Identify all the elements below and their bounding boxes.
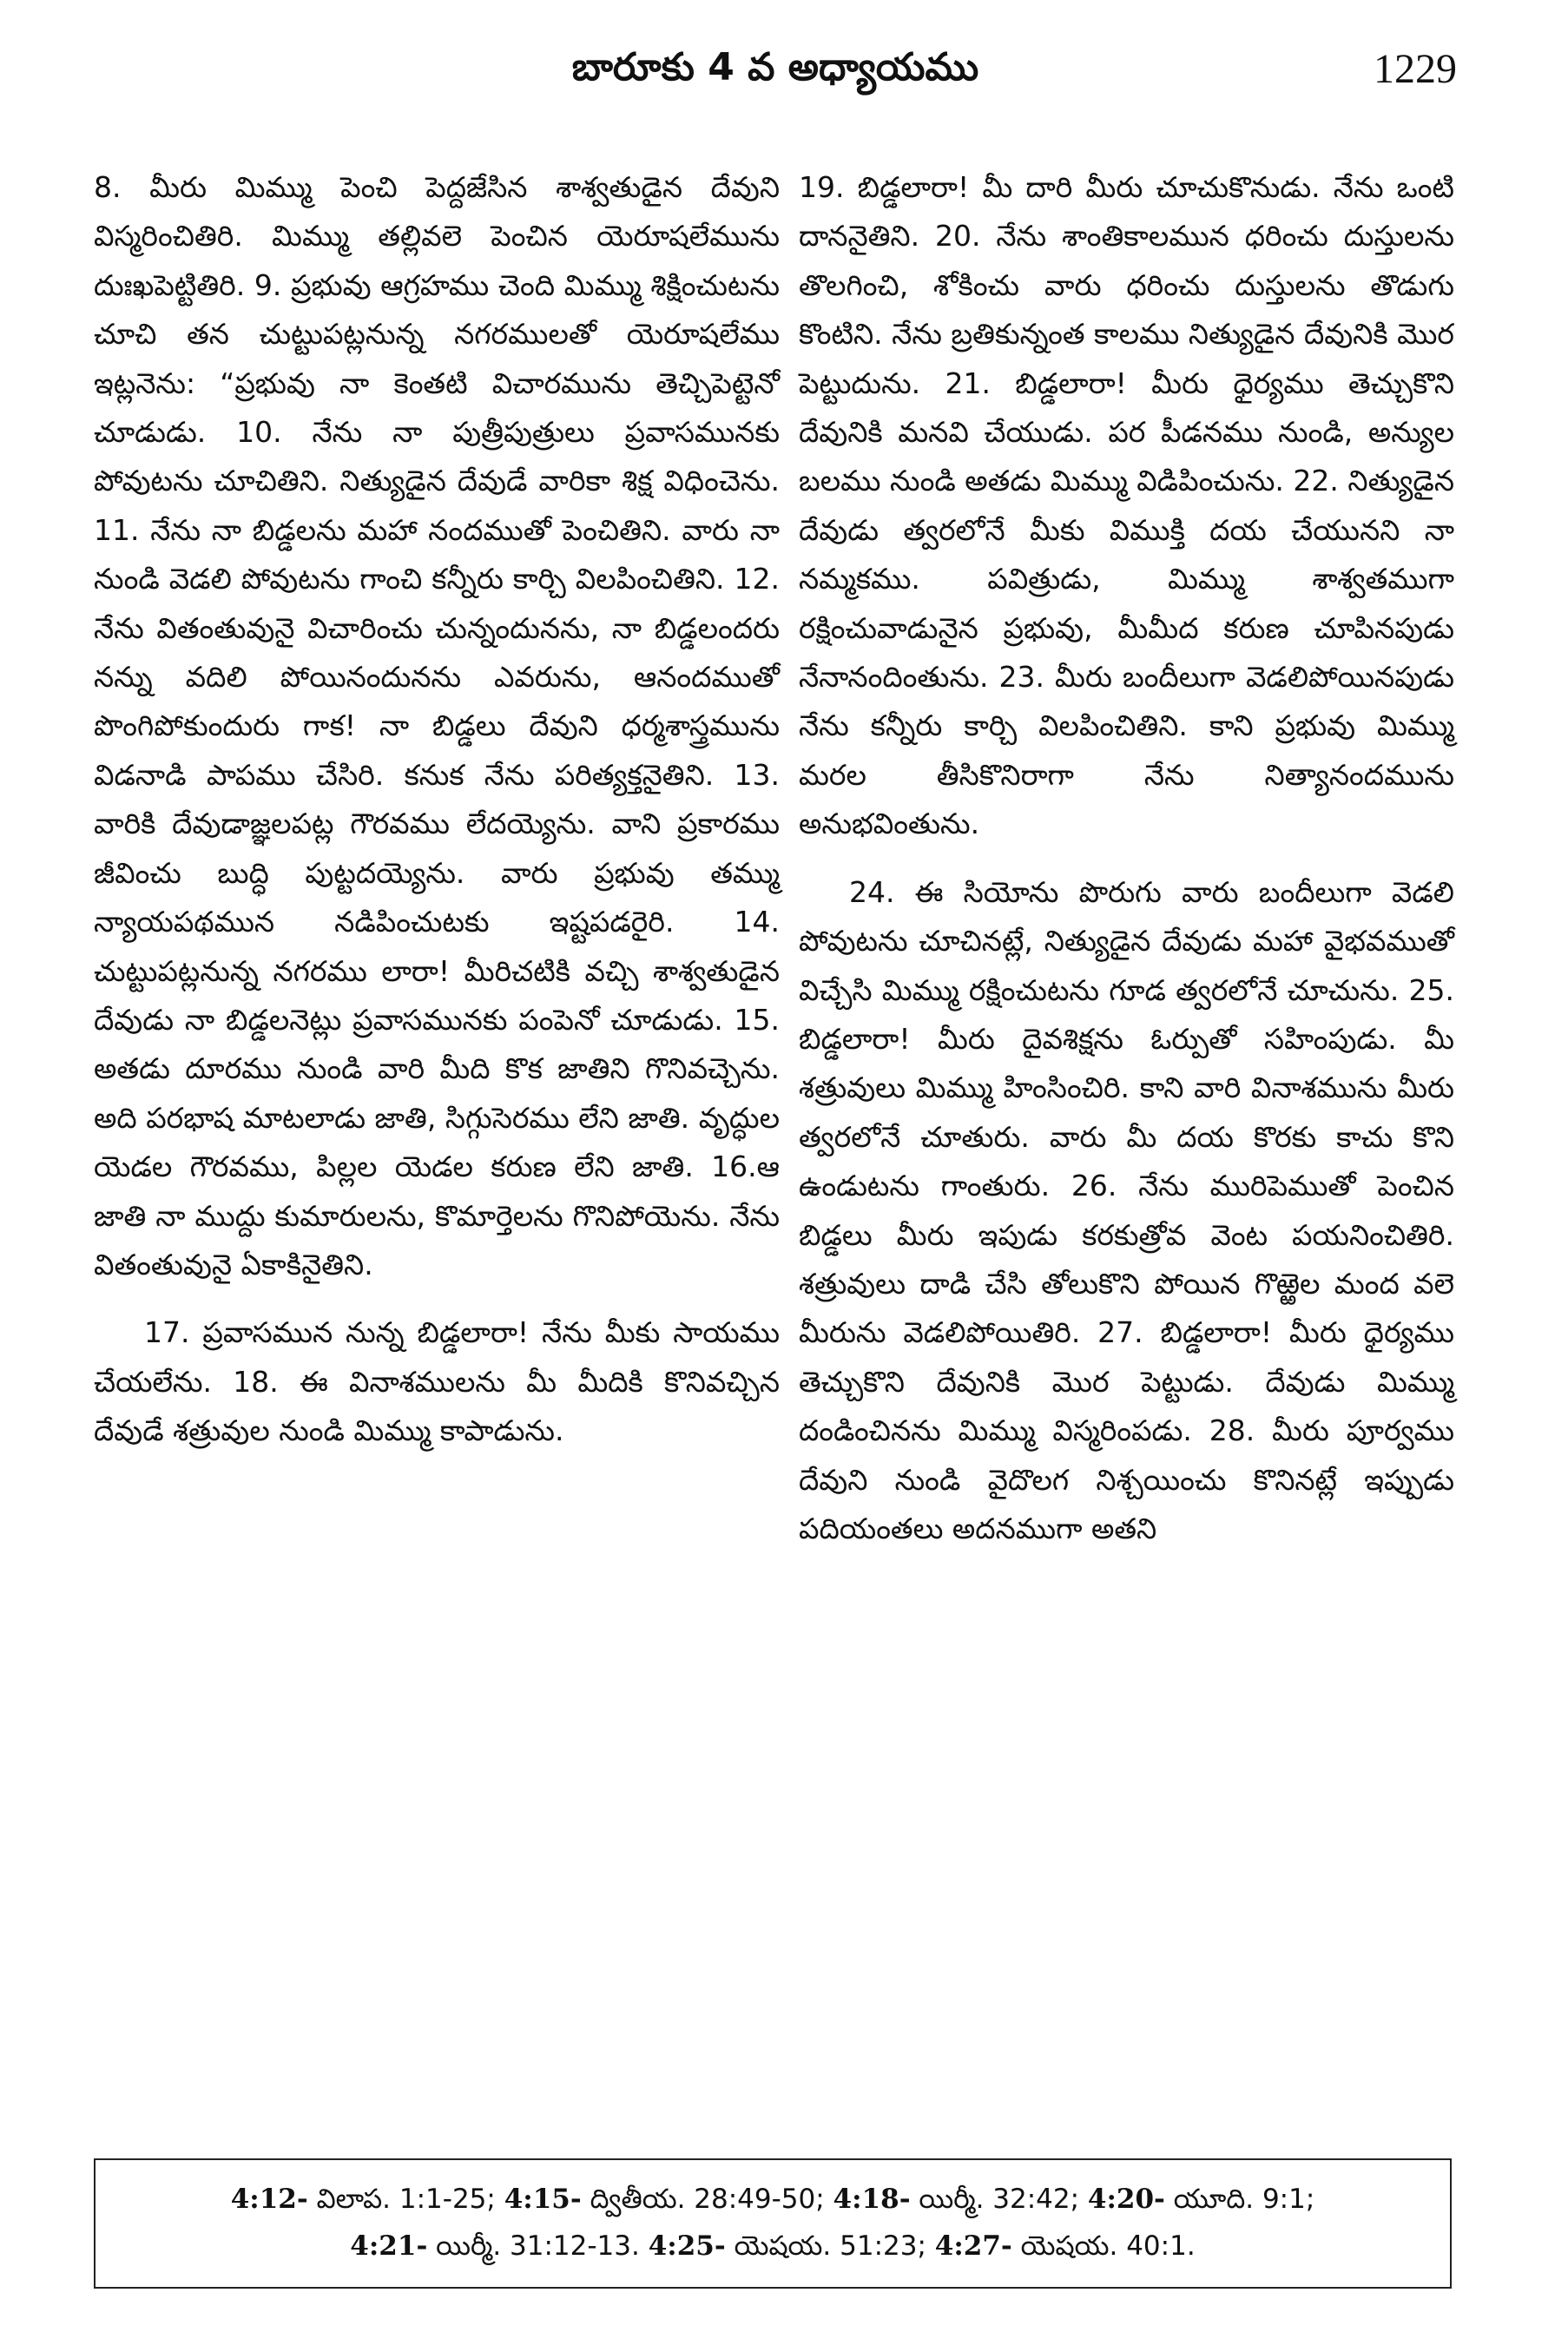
chapter-title: బారూకు 4 వ అధ్యాయము (571, 45, 979, 89)
paragraph: 24. ఈ సియోను పొరుగు వారు బందీలుగా వెడలి పోవుటను చూచినట్లే, నిత్యుడైన దేవుడు మహా వైభవముతో విచ్చేసి మిమ్ము రక్షించుటను గూడ త్వరలోనే చూచును. 25. బిడ్డలారా! మీరు దైవశిక్షను ఓర్పుతో సహింపుడు. మీ శత్రువులు మిమ్ము హింసించిరి. కాని వారి వినాశమును మీరు త్వరలోనే చూతురు. వారు మీ దయ కొరకు కాచు కొని ఉండుటను గాంతురు. 26. నేను మురిపెముతో పెంచిన బిడ్డలు మీరు ఇపుడు కరకుత్రోవ వెంట పయనించితిరి. శత్రువులు దాడి చేసి తోలుకొని పోయిన గొఱ్ఱెల మంద వలె మీరును వెడలిపోయితిరి. 27. బిడ్డలారా! మీరు ధైర్యము తెచ్చుకొని దేవునికి మొర పెట్టుడు. దేవుడు మిమ్ము దండించినను మిమ్ము విస్మరింపడు. 28. మీరు పూర్వము దేవుని నుండి వైదొలగ నిశ్చయించు కొనినట్లే ఇప్పుడు పదియంతలు అదనముగా అతని (799, 874, 1454, 1545)
reference-text: యిర్మీ. 31:12-13. (427, 2230, 649, 2262)
reference-text: విలాప. 1:1-25; (307, 2184, 504, 2215)
reference-verse: 4:27- (934, 2230, 1012, 2262)
cross-references-box (94, 2158, 1452, 2289)
reference-text: యెషయ. 40:1. (1011, 2230, 1196, 2262)
reference-text: యెషయ. 51:23; (725, 2230, 935, 2262)
cross-references-line-1 (116, 2176, 1429, 2223)
reference-verse: 4:25- (648, 2230, 726, 2262)
reference-verse: 4:20- (1087, 2184, 1165, 2215)
reference-verse: 4:21- (350, 2230, 428, 2262)
reference-verse: 4:18- (833, 2184, 911, 2215)
reference-text: యిర్మీ. 32:42; (910, 2184, 1088, 2215)
reference-text: ద్వితీయ. 28:49-50; (581, 2184, 833, 2215)
paragraph: 17. ప్రవాసమున నున్న బిడ్డలారా! నేను మీకు సాయము చేయలేను. 18. ఈ వినాశములను మీ మీదికి కొనివచ్చిన దేవుడే శత్రువుల నుండి మిమ్ము కాపాడును. (94, 1315, 780, 1448)
page-number: 1229 (1374, 46, 1457, 92)
right-column (799, 163, 1454, 1553)
reference-verse: 4:12- (230, 2184, 308, 2215)
cross-references-line-2 (116, 2223, 1429, 2270)
paragraph: 19. బిడ్డలారా! మీ దారి మీరు చూచుకొనుడు. నేను ఒంటి దాననైతిని. 20. నేను శాంతికాలమున ధరించు దుస్తులను తొలగించి, శోకించు వారు ధరించు దుస్తులను తొడుగు కొంటిని. నేను బ్రతికున్నంత కాలము నిత్యుడైన దేవునికి మొర పెట్టుదును. 21. బిడ్డలారా! మీరు ధైర్యము తెచ్చుకొని దేవునికి మనవి చేయుడు. పర పీడనము నుండి, అన్యుల బలము నుండి అతడు మిమ్ము విడిపించును. 22. నిత్యుడైన దేవుడు త్వరలోనే మీకు విముక్తి దయ చేయునని నా నమ్మకము. పవిత్రుడు, మిమ్ము శాశ్వతముగా రక్షించువాడునైన ప్రభువు, మీమీద కరుణ చూపినపుడు నేనానందింతును. 23. మీరు బందీలుగా వెడలిపోయినపుడు నేను కన్నీరు కార్చి విలపించితిని. కాని ప్రభువు మిమ్ము మరల తీసికొనిరాగా నేను నిత్యానందమును అనుభవింతును. (799, 170, 1454, 841)
left-column (94, 163, 780, 1456)
paragraph: 8. మీరు మిమ్ము పెంచి పెద్దజేసిన శాశ్వతుడైన దేవుని విస్మరించితిరి. మిమ్ము తల్లివలె పెంచిన యెరూషలేమును దుఃఖపెట్టితిరి. 9. ప్రభువు ఆగ్రహము చెంది మిమ్ము శిక్షించుటను చూచి తన చుట్టుపట్లనున్న నగరములతో యెరూషలేము ఇట్లనెను: “ప్రభువు నా కెంతటి విచారమును తెచ్చిపెట్టెనో చూడుడు. 10. నేను నా పుత్రీపుత్రులు ప్రవాసమునకు పోవుటను చూచితిని. నిత్యుడైన దేవుడే వారికా శిక్ష విధించెను. 11. నేను నా బిడ్డలను మహా నందముతో పెంచితిని. వారు నా నుండి వెడలి పోవుటను గాంచి కన్నీరు కార్చి విలపించితిని. 12. నేను వితంతువునై విచారించు చున్నందునను, నా బిడ్డలందరు నన్ను వదిలి పోయినందునను ఎవరును, ఆనందముతో పొంగిపోకుందురు గాక! నా బిడ్డలు దేవుని ధర్మశాస్త్రమును విడనాడి పాపము చేసిరి. కనుక నేను పరిత్యక్తనైతిని. 13. వారికి దేవుడాజ్ఞలపట్ల గౌరవము లేదయ్యెను. వాని ప్రకారము జీవించు బుద్ధి పుట్టదయ్యెను. వారు ప్రభువు తమ్ము న్యాయపథమున నడిపించుటకు ఇష్టపడరైరి. 14. చుట్టుపట్లనున్న నగరము లారా! మీరిచటికి వచ్చి శాశ్వతుడైన దేవుడు నా బిడ్డలనెట్లు ప్రవాసమునకు పంపెనో చూడుడు. 15. అతడు దూరము నుండి వారి మీది కొక జాతిని గొనివచ్చెను. అది పరభాష మాటలాడు జాతి, సిగ్గుసెరము లేని జాతి. వృద్ధుల యెడల గౌరవము, పిల్లల యెడల కరుణ లేని జాతి. 16.ఆ జాతి నా ముద్దు కుమారులను, కొమార్తెలను గొనిపోయెను. నేను వితంతువునై ఏకాకినైతిని. (94, 170, 780, 1281)
reference-text: యూది. 9:1; (1164, 2184, 1315, 2215)
page-header (94, 45, 1457, 106)
reference-verse: 4:15- (504, 2184, 582, 2215)
